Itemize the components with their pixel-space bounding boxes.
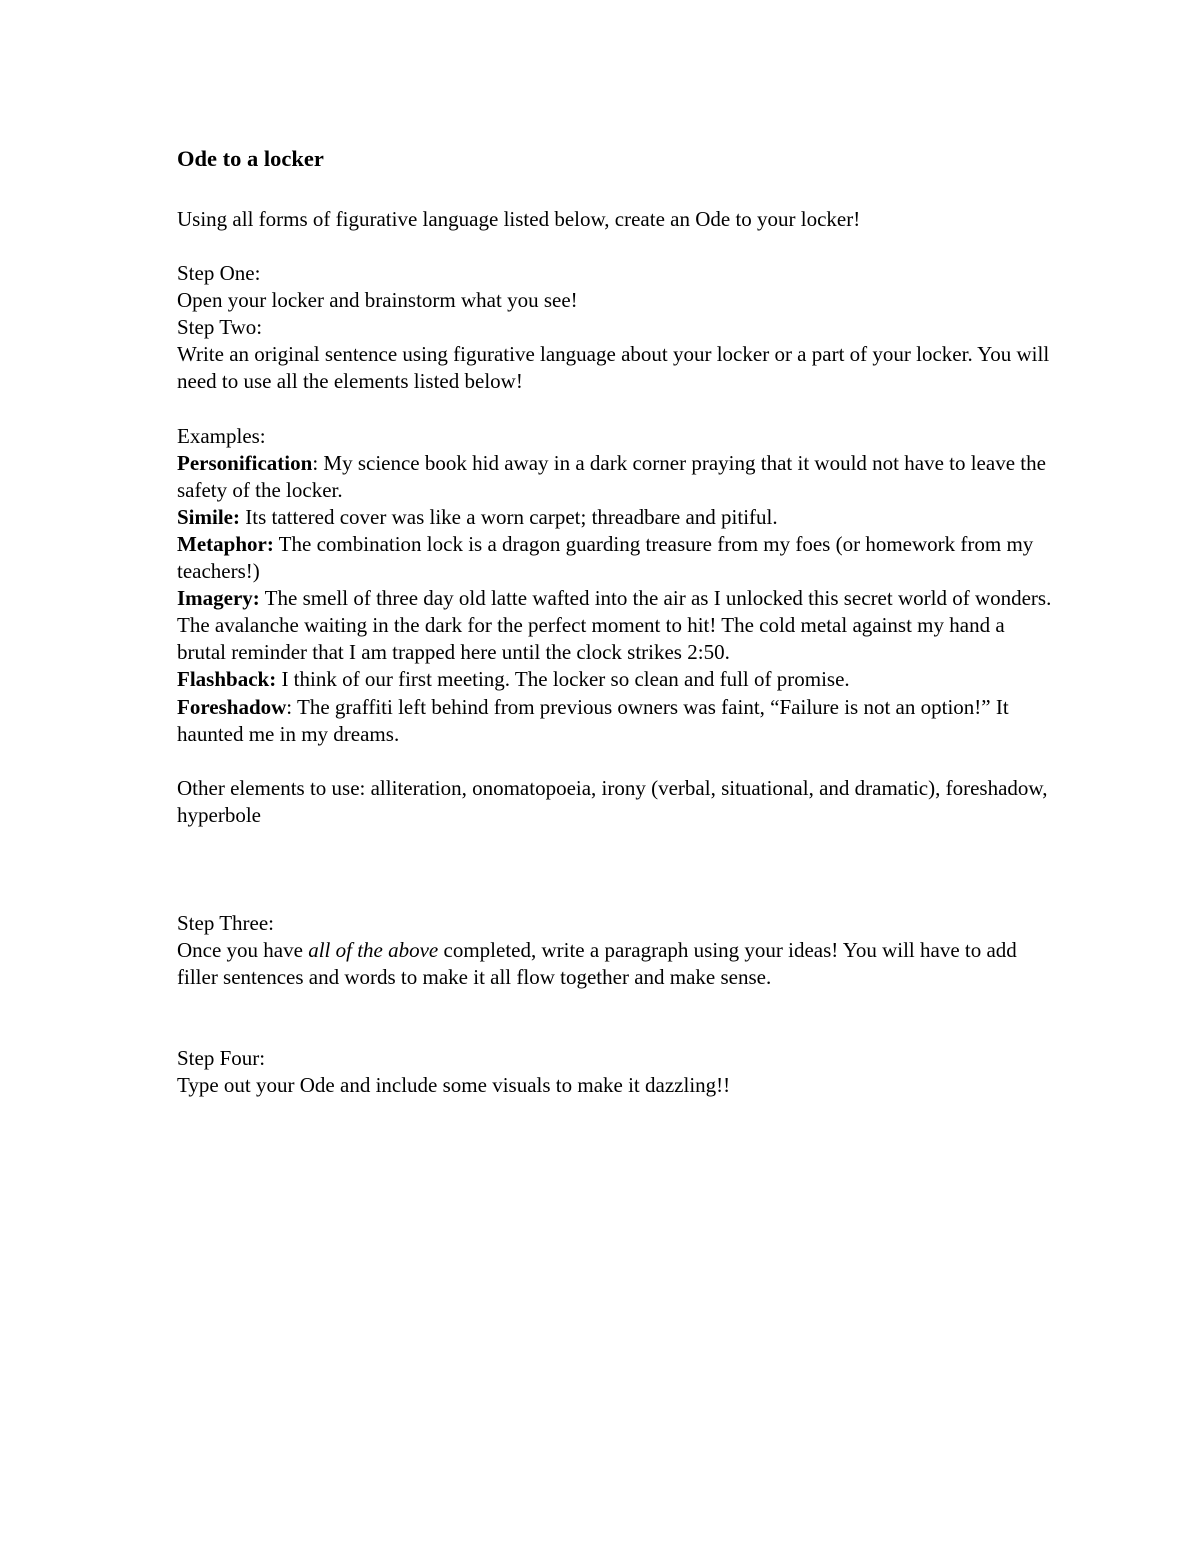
step-three-emphasis: all of the above [308, 937, 439, 962]
step-one-heading: Step One: [177, 261, 261, 286]
example-imagery [177, 585, 1057, 666]
spacer [177, 991, 1057, 1045]
example-text: My science book hid away in a dark corner praying that it would not have to leave the safety of the locker. [177, 450, 1046, 502]
examples-heading: Examples: [177, 423, 266, 448]
example-term: Simile: [177, 504, 240, 529]
step-two-heading: Step Two: [177, 315, 263, 340]
example-simile [177, 504, 1057, 531]
step-one-text: Open your locker and brainstorm what you see! [177, 288, 578, 313]
spacer [177, 829, 1057, 910]
other-elements-text: Other elements to use: alliteration, onomatopoeia, irony (verbal, situational, and dramatic), foreshadow, hyperbole [177, 775, 1048, 827]
example-foreshadow [177, 694, 1057, 748]
example-term: Foreshadow [177, 694, 287, 719]
step-two-text: Write an original sentence using figurative language about your locker or a part of your locker. You will need to use all the elements listed below! [177, 342, 1050, 394]
example-term: Metaphor: [177, 531, 274, 556]
example-term: Flashback: [177, 667, 277, 692]
example-text: The combination lock is a dragon guarding treasure from my foes (or homework from my teachers!) [177, 531, 1034, 584]
step-three-heading: Step Three: [177, 910, 275, 935]
example-term: Imagery: [177, 586, 260, 611]
example-text: The graffiti left behind from previous owners was faint, “Failure is not an option!” It haunted me in my dreams. [177, 694, 1009, 746]
intro-text: Using all forms of figurative language listed below, create an Ode to your locker! [177, 207, 861, 231]
document-title: Ode to a locker [177, 146, 324, 171]
step-three-text-after: completed, write a paragraph using your ideas! You will have to add filler sentences and words to make it all flow together and make sense. [177, 937, 1017, 990]
spacer [177, 233, 1057, 260]
document-body [177, 144, 1057, 1099]
example-term: Personification [177, 450, 313, 475]
example-separator: : [312, 450, 319, 475]
step-three-text-before: Once you have [177, 937, 309, 962]
step-four-text: Type out your Ode and include some visuals to make it dazzling!! [177, 1073, 731, 1098]
example-text: The smell of three day old latte wafted into the air as I unlocked this secret world of wonders. The avalanche waiting in the dark for the perfect moment to hit! The cold metal against my hand a brutal reminder that I am trapped here until the clock strikes 2:50. [177, 586, 1052, 665]
step-three-text [177, 937, 1057, 991]
example-text: I think of our first meeting. The locker so clean and full of promise. [276, 667, 850, 692]
spacer [177, 396, 1057, 423]
example-flashback [177, 666, 1057, 693]
spacer [177, 748, 1057, 775]
example-text: Its tattered cover was like a worn carpet; threadbare and pitiful. [240, 504, 778, 529]
example-separator: : [286, 694, 293, 719]
example-metaphor [177, 531, 1057, 585]
example-personification [177, 450, 1057, 504]
step-four-heading: Step Four: [177, 1046, 266, 1071]
